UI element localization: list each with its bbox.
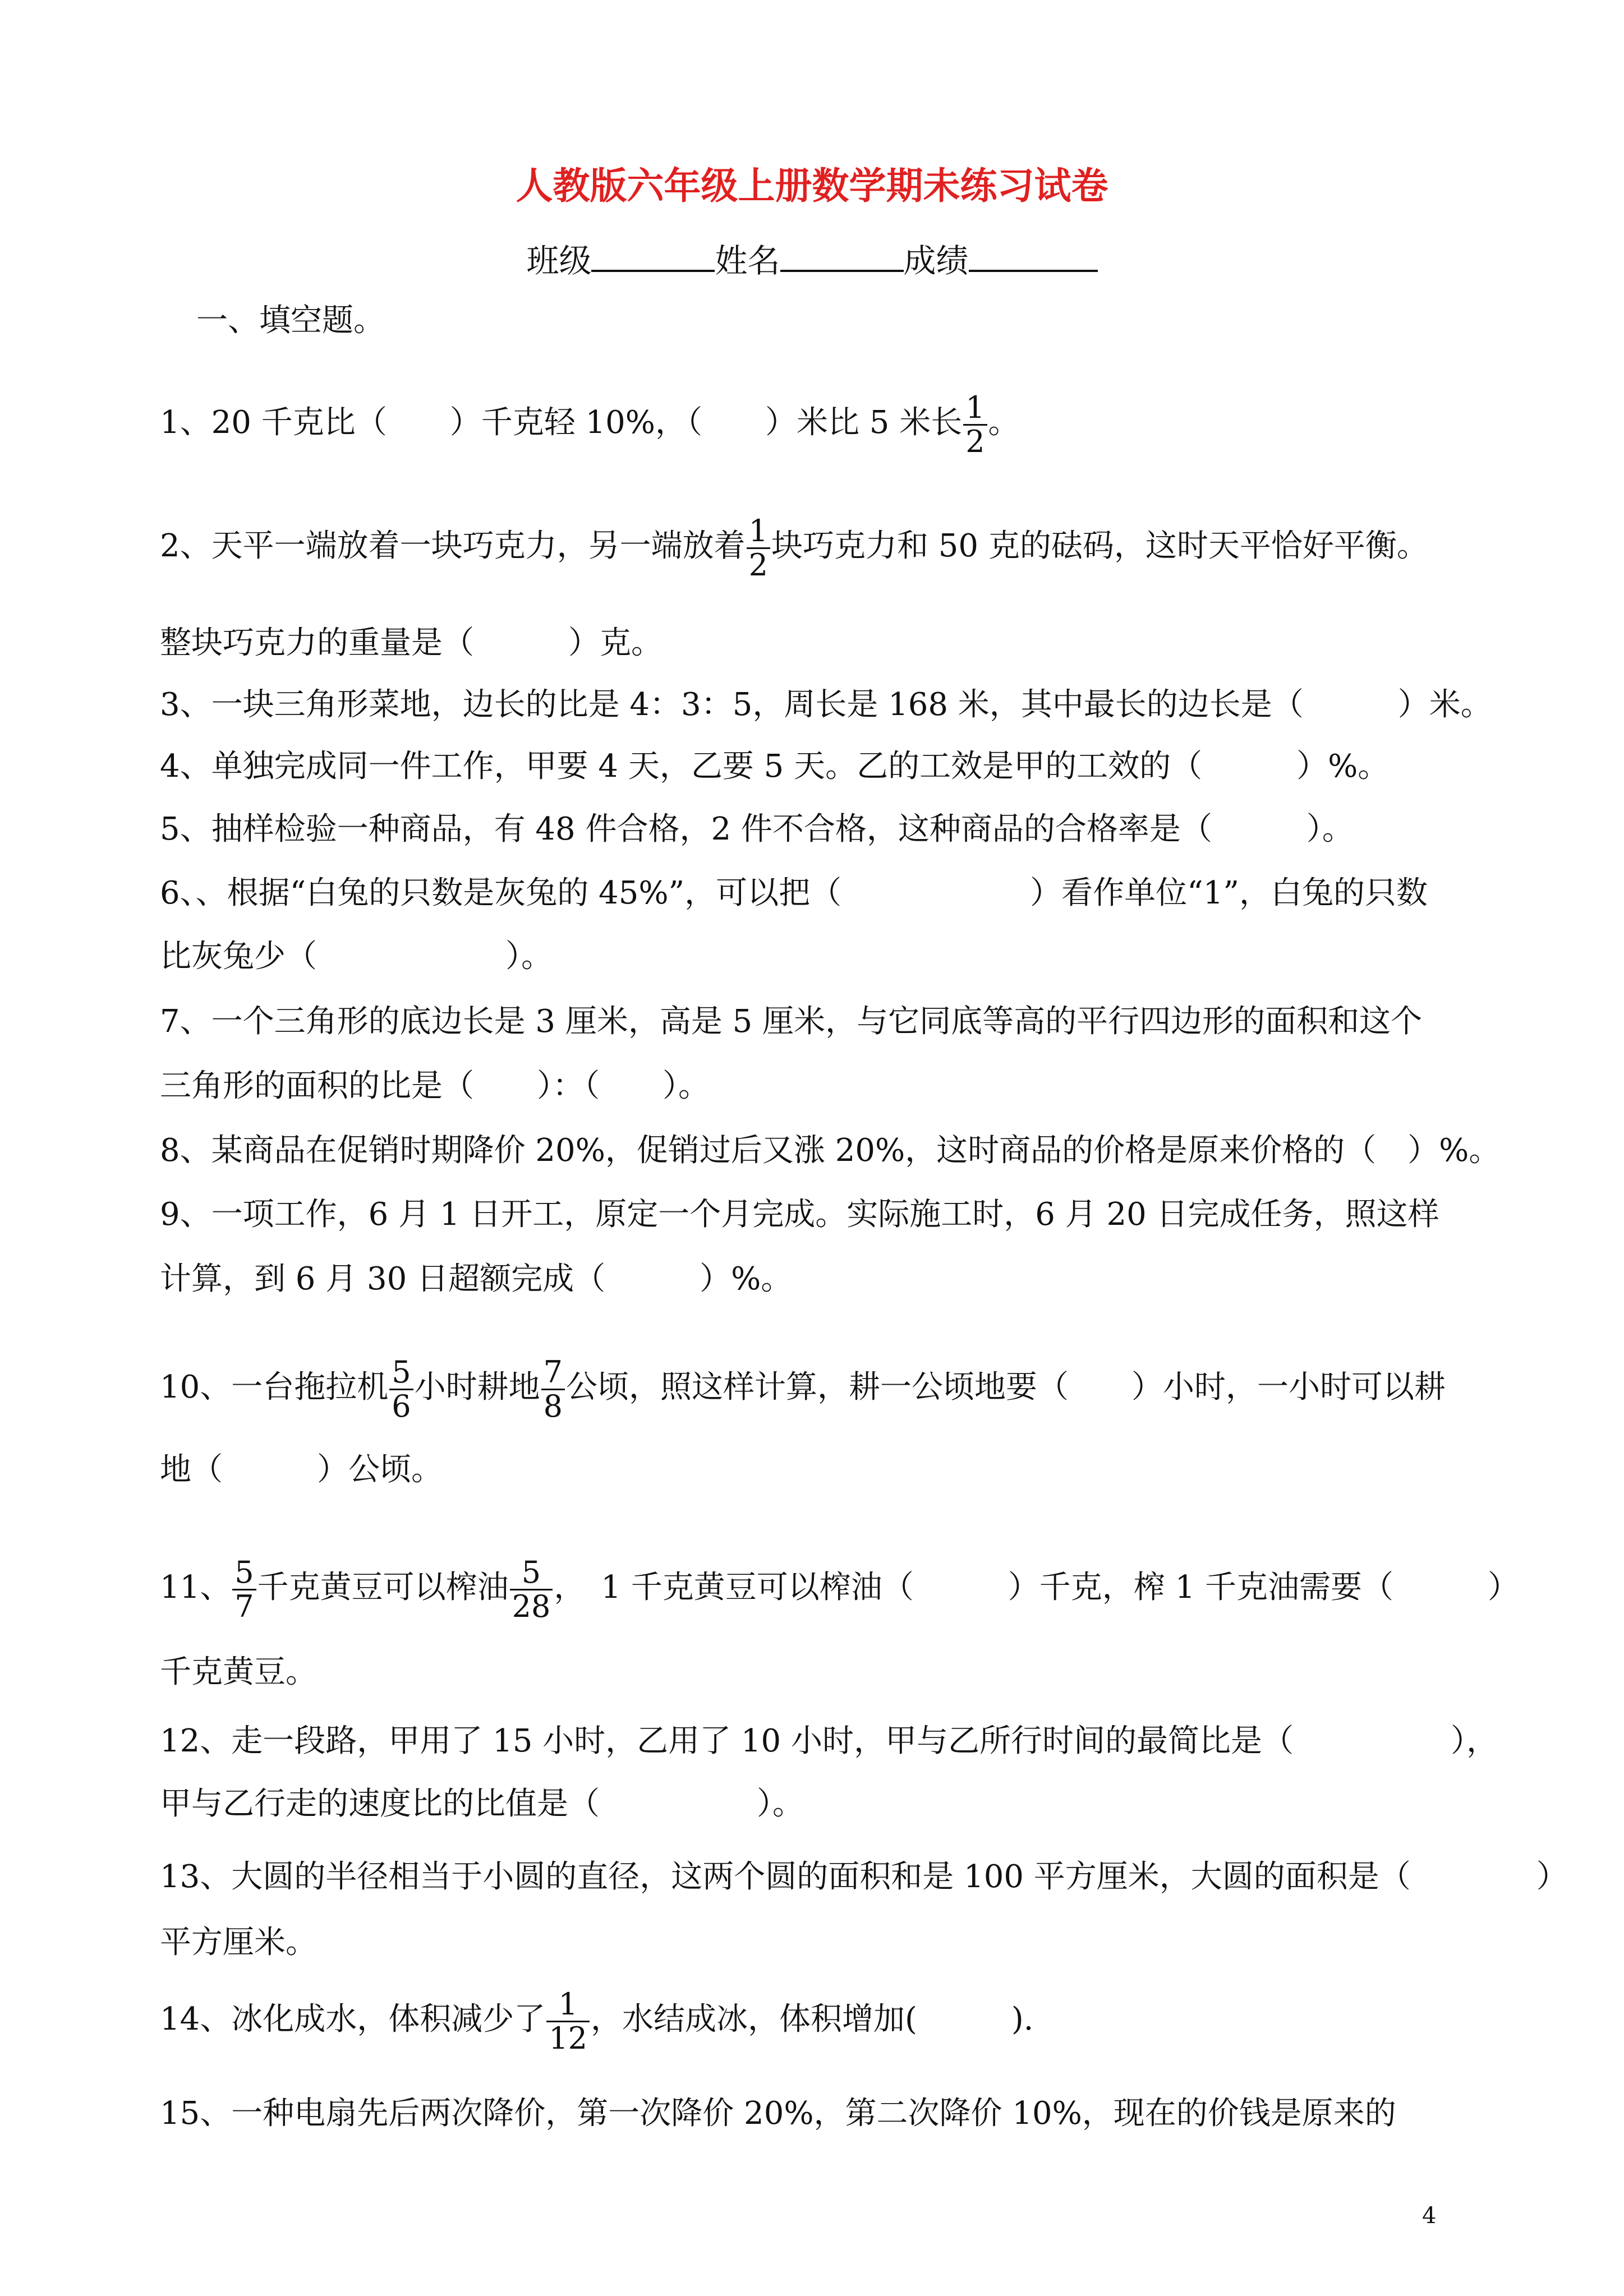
q14-text: 14、冰化成水，体积减少了	[160, 2001, 546, 2037]
q10-text: 10、一台拖拉机	[160, 1369, 389, 1405]
name-blank[interactable]	[780, 241, 904, 272]
question-6-cont: 比灰兔少（ ）。	[160, 938, 553, 975]
question-10-cont: 地（ ）公顷。	[160, 1451, 443, 1488]
name-label: 姓名	[715, 242, 780, 280]
question-15: 15、一种电扇先后两次降价，第一次降价 20%，第二次降价 10%，现在的价钱是原来的	[160, 2095, 1396, 2132]
q11-text: 11、	[160, 1569, 232, 1606]
question-2: 2、天平一端放着一块巧克力，另一端放着 $\frac{1}{2}$ 块巧克力和 50 克的砝码，这时天平恰好平衡。	[160, 513, 1428, 583]
q11-fraction-1: $\frac{5}{7}$	[232, 1556, 256, 1623]
question-12-cont: 甲与乙行走的速度比的比值是（ ）。	[160, 1786, 804, 1822]
q2-text: 2、天平一端放着一块巧克力，另一端放着	[160, 528, 746, 564]
question-2-cont: 整块巧克力的重量是（ ）克。	[160, 625, 663, 661]
question-11-cont: 千克黄豆。	[160, 1654, 317, 1690]
q10-fraction-2: $\frac{7}{8}$	[541, 1356, 565, 1423]
class-blank[interactable]	[591, 241, 715, 272]
question-1: 1、20 千克比（ ）千克轻 10%，（ ）米比 5 米长 $\frac{1}{2}$ 。	[160, 390, 1020, 459]
q2-fraction: $\frac{1}{2}$	[747, 515, 770, 582]
student-info-row	[0, 234, 1624, 282]
question-6: 6、、根据“白兔的只数是灰兔的 45%”，可以把（ ）看作单位“1”，白兔的只数	[160, 875, 1428, 911]
question-3: 3、一块三角形菜地，边长的比是 4：3：5，周长是 168 米，其中最长的边长是（ ）米。	[160, 686, 1492, 723]
q1-fraction: $\frac{1}{2}$	[963, 391, 987, 458]
question-4: 4、单独完成同一件工作，甲要 4 天，乙要 5 天。乙的工效是甲的工效的（ ）%。	[160, 748, 1390, 785]
question-12: 12、走一段路，甲用了 15 小时，乙用了 10 小时，甲与乙所行时间的最简比是（ ），	[160, 1723, 1498, 1759]
question-9: 9、一项工作，6 月 1 日开工，原定一个月完成。实际施工时，6 月 20 日完成任务，照这样	[160, 1196, 1439, 1233]
question-13-cont: 平方厘米。	[160, 1924, 317, 1961]
score-blank[interactable]	[969, 241, 1098, 272]
q1-text: 1、20 千克比（ ）千克轻 10%，（ ）米比 5 米长	[160, 404, 963, 441]
question-5: 5、抽样检验一种商品，有 48 件合格，2 件不合格，这种商品的合格率是（ ）。	[160, 811, 1354, 847]
question-9-cont: 计算，到 6 月 30 日超额完成（ ）%。	[160, 1261, 793, 1297]
page-title: 人教版六年级上册数学期未练习试卷	[516, 164, 1108, 208]
question-13: 13、大圆的半径相当于小圆的直径，这两个圆的面积和是 100 平方厘米，大圆的面积是（ ）	[160, 1859, 1568, 1895]
question-10: 10、一台拖拉机 $\frac{5}{6}$ 小时耕地 $\frac{7}{8}$ 公顷，照这样计算，耕一公顷地要（ ）小时，一小时可以耕	[160, 1354, 1446, 1424]
question-7: 7、一个三角形的底边长是 3 厘米，高是 5 厘米，与它同底等高的平行四边形的面积和这个	[160, 1003, 1423, 1040]
question-11: 11、 $\frac{5}{7}$ 千克黄豆可以榨油 $\frac{5}{28}$ ， 1 千克黄豆可以榨油（ ）千克，榨 1 千克油需要（ ）	[160, 1555, 1520, 1624]
q11-fraction-2: $\frac{5}{28}$	[510, 1556, 553, 1623]
question-14: 14、冰化成水，体积减少了 $\frac{1}{12}$ ，水结成冰，体积增加( ).	[160, 1986, 1034, 2056]
class-label: 班级	[526, 242, 592, 280]
section-heading: 一、填空题。	[196, 302, 385, 339]
question-8: 8、某商品在促销时期降价 20%，促销过后又涨 20%，这时商品的价格是原来价格的（ ）%。	[160, 1132, 1501, 1169]
q14-fraction: $\frac{1}{12}$	[546, 1988, 590, 2055]
question-7-cont: 三角形的面积的比是（ ）：（ ）。	[160, 1068, 710, 1104]
q10-fraction-1: $\frac{5}{6}$	[389, 1356, 413, 1423]
score-label: 成绩	[903, 242, 969, 280]
page-number: 4	[1422, 2203, 1437, 2229]
